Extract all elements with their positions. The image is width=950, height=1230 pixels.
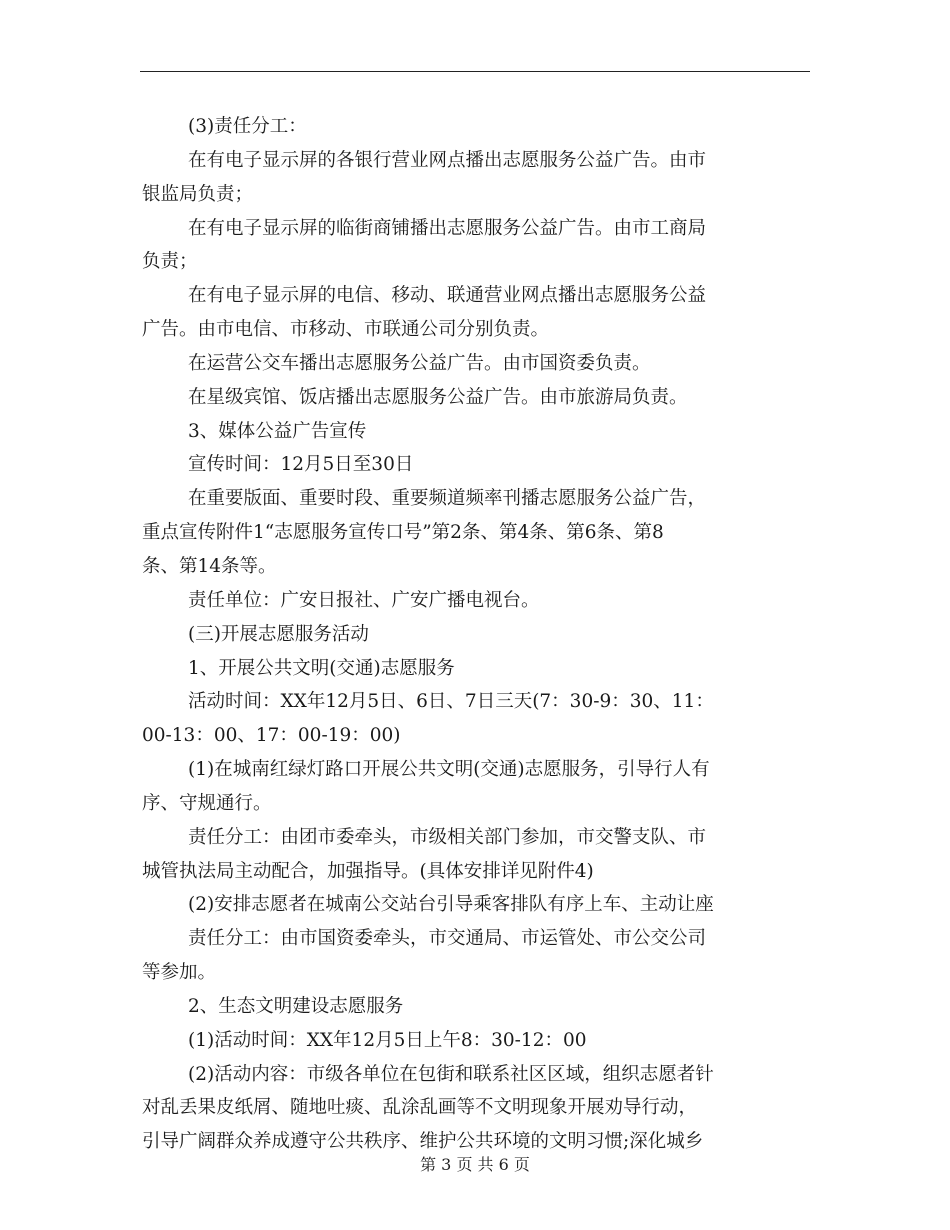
text-line: 等参加。 bbox=[142, 962, 217, 984]
text-line: 重点宣传附件1“志愿服务宣传口号”第2条、第4条、第6条、第8 bbox=[142, 522, 664, 544]
text-line: 条、第14条等。 bbox=[142, 555, 277, 577]
text-line: 活动时间：XX年12月5日、6日、7日三天(7：30-9：30、11： bbox=[188, 691, 714, 713]
text-line: 在星级宾馆、饭店播出志愿服务公益广告。由市旅游局负责。 bbox=[188, 386, 688, 408]
text-line: 1、开展公共文明(交通)志愿服务 bbox=[188, 657, 455, 679]
text-line: 宣传时间：12月5日至30日 bbox=[188, 454, 414, 476]
text-line: 责任分工：由团市委牵头，市级相关部门参加，市交警支队、市 bbox=[188, 826, 707, 848]
text-line: (2)安排志愿者在城南公交站台引导乘客排队有序上车、主动让座 bbox=[188, 894, 714, 916]
text-line: 责任分工：由市国资委牵头，市交通局、市运管处、市公交公司 bbox=[188, 928, 707, 950]
text-line: 在重要版面、重要时段、重要频道频率刊播志愿服务公益广告， bbox=[188, 488, 707, 510]
text-line: 在运营公交车播出志愿服务公益广告。由市国资委负责。 bbox=[188, 352, 651, 374]
text-line: (3)责任分工： bbox=[188, 116, 307, 137]
text-line: 在有电子显示屏的电信、移动、联通营业网点播出志愿服务公益 bbox=[188, 285, 707, 307]
text-line: 城管执法局主动配合，加强指导。(具体安排详见附件4) bbox=[142, 860, 594, 882]
text-line: (2)活动内容：市级各单位在包街和联系社区区域，组织志愿者针 bbox=[188, 1063, 714, 1085]
document-body bbox=[142, 110, 810, 1159]
text-line: 负责； bbox=[142, 251, 198, 273]
text-line: (1)在城南红绿灯路口开展公共文明(交通)志愿服务，引导行人有 bbox=[188, 759, 710, 781]
header-rule bbox=[140, 71, 810, 72]
text-line: 2、生态文明建设志愿服务 bbox=[188, 995, 404, 1017]
text-line: (1)活动时间：XX年12月5日上午8：30-12：00 bbox=[188, 1029, 587, 1051]
text-line: 3、媒体公益广告宣传 bbox=[188, 420, 367, 442]
text-line: 序、守规通行。 bbox=[142, 792, 272, 814]
text-line: 责任单位：广安日报社、广安广播电视台。 bbox=[188, 589, 540, 611]
page-footer: 第 3 页 共 6 页 bbox=[420, 1155, 530, 1174]
text-line: 引导广阔群众养成遵守公共秩序、维护公共环境的文明习惯;深化城乡 bbox=[142, 1131, 704, 1153]
text-line: 广告。由市电信、市移动、市联通公司分别负责。 bbox=[142, 319, 550, 341]
text-line: 对乱丢果皮纸屑、随地吐痰、乱涂乱画等不文明现象开展劝导行动， bbox=[142, 1097, 698, 1119]
text-line: (三)开展志愿服务活动 bbox=[188, 623, 369, 645]
text-line: 00-13：00、17：00-19：00) bbox=[142, 725, 401, 747]
text-line: 在有电子显示屏的临街商铺播出志愿服务公益广告。由市工商局 bbox=[188, 217, 707, 239]
text-line: 在有电子显示屏的各银行营业网点播出志愿服务公益广告。由市 bbox=[188, 149, 707, 171]
text-line: 银监局负责； bbox=[142, 183, 254, 205]
